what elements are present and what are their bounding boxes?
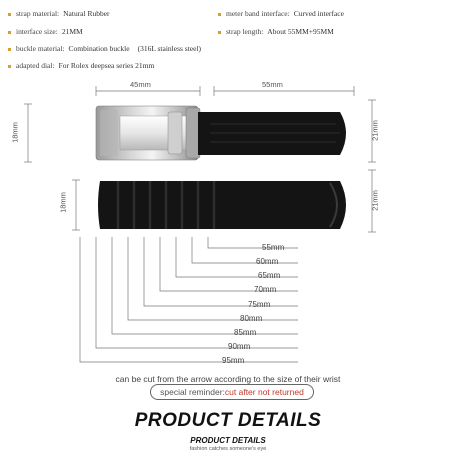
spec-buckle-material: buckle material: Combination buckle (316L stainless steel) <box>8 44 201 54</box>
length-option-55: 55mm <box>262 243 285 252</box>
length-option-65: 65mm <box>258 271 281 280</box>
length-option-75: 75mm <box>248 300 271 309</box>
special-reminder-badge <box>150 384 314 400</box>
top-right-width-label: 21mm <box>370 120 380 141</box>
length-option-95: 95mm <box>222 356 245 365</box>
product-details-subtitle: PRODUCT DETAILS <box>190 436 266 445</box>
buckle-length-label: 45mm <box>130 80 151 89</box>
spec-interface-size: interface size: 21MM <box>8 27 83 37</box>
length-option-70: 70mm <box>254 285 277 294</box>
strap-top-length-label: 55mm <box>262 80 283 89</box>
spec-adapted-dial: adapted dial: For Rolex deepsea series 21mm <box>8 61 154 71</box>
spec-strap-length: strap length: About 55MM+95MM <box>218 27 334 37</box>
length-option-60: 60mm <box>256 257 279 266</box>
product-details-tagline: fashion catches someone's eye <box>189 446 267 452</box>
reminder-emphasis: cut after not returned <box>224 387 304 397</box>
reminder-prefix: special reminder: <box>160 387 225 397</box>
length-option-85: 85mm <box>234 328 257 337</box>
rubber-strap-bottom <box>98 181 346 229</box>
steel-buckle <box>96 106 200 160</box>
product-details-title: PRODUCT DETAILS <box>134 410 322 431</box>
rubber-strap-top <box>198 112 346 155</box>
length-option-90: 90mm <box>228 342 251 351</box>
cut-instruction: can be cut from the arrow according to the size of their wrist <box>115 374 341 384</box>
length-option-80: 80mm <box>240 314 263 323</box>
bottom-left-height-label: 18mm <box>58 192 68 213</box>
top-left-height-label: 18mm <box>10 122 20 143</box>
spec-meter-band-interface: meter band interface: Curved interface <box>218 9 344 19</box>
bottom-right-width-label: 21mm <box>370 190 380 211</box>
spec-strap-material: strap material: Natural Rubber <box>8 9 110 19</box>
